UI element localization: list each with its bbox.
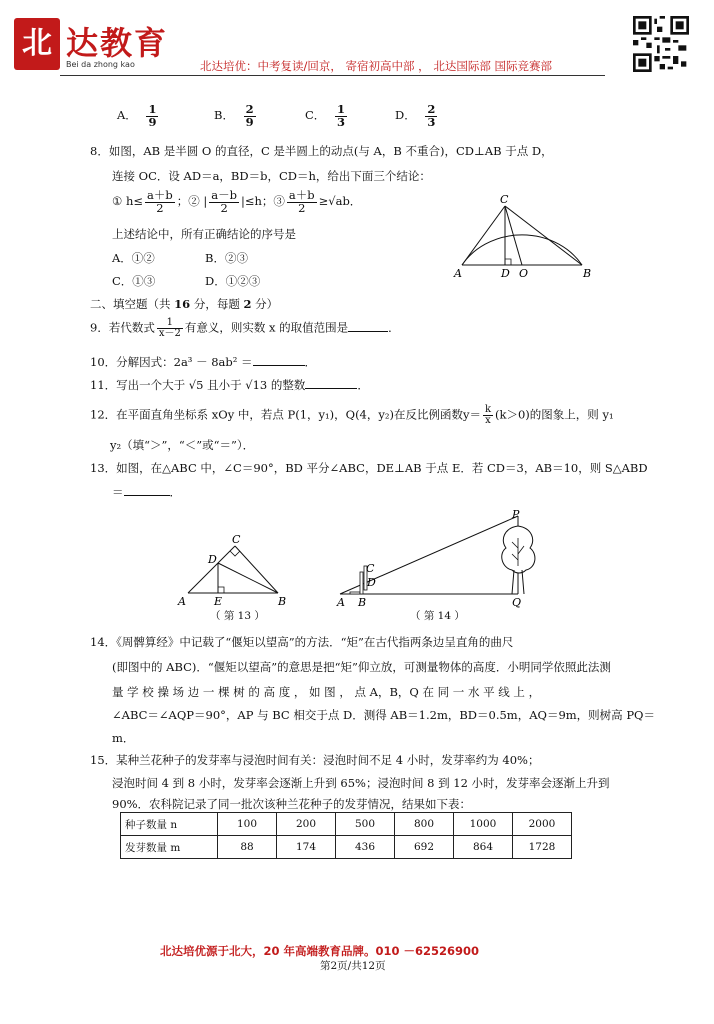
header-slogan: 北达培优：中考复读/回京， 寄宿初高中部 ， 北达国际部 国际竞赛部 (200, 59, 552, 73)
q14-carpenter-square (350, 566, 367, 594)
q13-answer-blank[interactable] (124, 484, 170, 496)
q13-label-a: A (178, 595, 186, 608)
q8-right-angle-mark (505, 259, 511, 265)
q14-line1: 14．《周髀算经》中记载了“偃矩以望高”的方法．“矩”在古代指两条边呈直角的曲尺 (90, 635, 514, 649)
q12-numerator: k (484, 404, 492, 415)
q15-line2: 浸泡时间 4 到 8 小时，发芽率会逐渐上升到 65%；浸泡时间 8 到 12 小时，发芽率会逐渐上升到 (112, 776, 610, 790)
q9-end: ． (388, 320, 400, 335)
q8-f2-denominator: 2 (220, 200, 228, 215)
q7-option-d (395, 104, 439, 128)
q9-numerator: 1 (157, 318, 183, 329)
q8-f1-denominator: 2 (156, 200, 164, 215)
q8-conclusions (112, 190, 361, 214)
q8-conclusion2-suffix: |≤h；③ (240, 194, 285, 208)
q8-option-d: D．①②③ (205, 274, 261, 288)
header-divider (60, 75, 605, 76)
q15-line1: 15．某种兰花种子的发芽率与浸泡时间有关：浸泡时间不足 4 小时，发芽率约为 40%； (90, 753, 540, 767)
q8-option-b: B．②③ (205, 251, 248, 265)
q11-end: ． (357, 378, 369, 392)
q8-line1: 8．如图，AB 是半圆 O 的直径，C 是半圆上的动点(与 A，B 不重合)，CD⊥AB 于点 D， (90, 144, 553, 158)
logo-text: 达教育 (66, 24, 169, 62)
q8-option-a: A．①② (112, 251, 155, 265)
q13-equals: ＝ (112, 485, 124, 499)
table-row (121, 813, 572, 836)
table-cell: 436 (336, 836, 395, 859)
q12-line1-b: y＝ (462, 407, 481, 422)
q13-line1: 13．如图，在△ABC 中，∠C＝90°，BD 平分∠ABC，DE⊥AB 于点 E．若 CD＝3，AB＝10，则 S△ABD (90, 461, 648, 475)
q9-answer-blank[interactable] (348, 320, 388, 332)
table-cell: 100 (218, 813, 277, 836)
q8-conclusion3-suffix: ≥√ab． (318, 194, 362, 208)
section2-mid: 分，每题 (190, 297, 244, 311)
q13-figure-caption: （ 第 13 ） (210, 610, 265, 622)
q8-conclusion1: ① h≤ (112, 194, 144, 208)
q13-triangle-figure (174, 528, 294, 613)
q8-f2-numerator: a－b (211, 188, 237, 202)
table-row-label-germinated-count: 发芽数量 m (121, 836, 218, 859)
q8-f1-numerator: a＋b (147, 188, 173, 202)
q13-right-angle-c (230, 551, 240, 556)
q12-denominator: x (485, 415, 491, 426)
q8-prompt: 上述结论中，所有正确结论的序号是 (112, 227, 296, 241)
q12-line1 (90, 405, 614, 426)
footer-promo: 北达培优源于北大，20 年高端教育品牌。010 －62526900 (160, 944, 480, 958)
q8-f3-denominator: 2 (298, 200, 306, 215)
table-row (121, 836, 572, 859)
table-cell: 2000 (513, 813, 572, 836)
q13-segment-bd (218, 563, 278, 593)
q7-b-denominator: 9 (245, 114, 254, 129)
q12-line1-c: (k＞0)的图象上，则 y₁ (495, 407, 614, 422)
q14-tree-figure (334, 508, 549, 613)
q14-line2: (即图中的 ABC)．“偃矩以望高”的意思是把“矩”仰立放，可测量物体的高度．小明同学依照此法测 (112, 660, 611, 674)
q15-seed-table (120, 812, 572, 859)
page-number: 第2页/共12页 (320, 960, 386, 972)
q8-segment-co (505, 206, 522, 265)
q7-option-a-label: A． (117, 108, 137, 122)
q9-prefix: 9．若代数式 (90, 320, 155, 335)
section2-prefix: 二、填空题（共 (90, 297, 175, 311)
q7-option-a (117, 104, 160, 128)
q12-line2: y₂（填“＞”，“＜”或“＝”）． (110, 438, 255, 452)
q8-label-d: D (501, 267, 510, 280)
q9 (90, 318, 400, 339)
q7-a-denominator: 9 (148, 114, 157, 129)
q11-answer-blank[interactable] (305, 377, 357, 389)
q13-end: ． (169, 485, 181, 499)
q14-label-q: Q (512, 596, 522, 609)
table-cell: 864 (454, 836, 513, 859)
q8-semicircle-figure (450, 192, 600, 282)
q8-label-a: A (454, 267, 462, 280)
q10-answer-blank[interactable] (253, 354, 305, 366)
q7-a-numerator: 1 (148, 102, 157, 116)
q7-b-numerator: 2 (245, 102, 254, 116)
q14-line3: 量 学 校 操 场 边 一 棵 树 的 高 度 ， 如 图 ， 点 A，B，Q 在 同 一 水 平 线 上 ， (112, 685, 541, 699)
table-cell: 174 (277, 836, 336, 859)
q13-label-d: D (208, 553, 217, 566)
table-cell: 200 (277, 813, 336, 836)
q10-end: ． (304, 355, 317, 369)
q7-c-denominator: 3 (336, 114, 345, 129)
q14-label-p: P (512, 508, 520, 521)
table-cell: 500 (336, 813, 395, 836)
q15-line3: 90%．农科院记录了同一批次该种兰花种子的发芽情况，结果如下表： (112, 797, 472, 811)
q7-d-numerator: 2 (427, 102, 436, 116)
q10 (90, 354, 316, 370)
q12-line1-a: 12．在平面直角坐标系 xOy 中，若点 P(1，y₁)，Q(4，y₂)在反比例函数 (90, 407, 463, 422)
q13-side-cb (235, 546, 278, 593)
q8-segment-ca (462, 206, 505, 265)
table-cell: 88 (218, 836, 277, 859)
q14-line4: ∠ABC＝∠AQP＝90°，AP 与 BC 相交于点 D．测得 AB＝1.2m，BD＝0.5m，AQ＝9m，则树高 PQ＝ (112, 708, 655, 722)
q13-line2 (112, 484, 181, 500)
q14-figure-caption: （ 第 14 ） (410, 610, 465, 622)
q13-label-b: B (278, 595, 287, 608)
qr-code-icon (633, 16, 689, 72)
q14-label-a: A (337, 596, 345, 609)
table-cell: 1000 (454, 813, 513, 836)
table-cell: 692 (395, 836, 454, 859)
q8-conclusion2-prefix: ；② | (176, 194, 208, 208)
section2-points-each: 2 (243, 297, 252, 311)
q7-option-b-label: B． (214, 108, 234, 122)
q8-option-c: C．①③ (112, 274, 156, 288)
q14-line5: m． (112, 731, 135, 745)
q8-label-o: O (519, 267, 529, 280)
q13-label-e: E (214, 595, 223, 608)
q7-option-b (214, 104, 258, 128)
table-cell: 1728 (513, 836, 572, 859)
q13-right-angle-e (218, 587, 224, 593)
q9-suffix: 有意义，则实数 x 的取值范围是 (184, 320, 349, 335)
section2-total-points: 16 (174, 297, 191, 311)
q7-option-c (305, 104, 349, 128)
q8-label-c: C (500, 193, 509, 206)
logo-pinyin: Bei da zhong kao (66, 60, 135, 69)
q8-line2: 连接 OC．设 AD＝a，BD＝b，CD＝h，给出下面三个结论： (112, 169, 431, 183)
q8-f3-numerator: a＋b (288, 188, 315, 202)
q9-denominator: x－2 (158, 328, 181, 339)
q8-label-b: B (583, 267, 592, 280)
q11 (90, 377, 369, 393)
q13-label-c: C (232, 533, 241, 546)
q7-d-denominator: 3 (427, 114, 436, 129)
section2-heading (90, 296, 278, 312)
q7-option-c-label: C． (305, 108, 326, 122)
q7-option-d-label: D． (395, 108, 416, 122)
logo-emblem: 北 (14, 18, 60, 70)
q8-semicircle-arc (462, 235, 582, 265)
table-cell: 800 (395, 813, 454, 836)
q14-label-c: C (366, 562, 375, 575)
q14-label-d: D (367, 576, 376, 589)
section2-suffix: 分） (251, 297, 279, 311)
q14-label-b: B (358, 596, 367, 609)
q11-text: 11．写出一个大于 √5 且小于 √13 的整数 (90, 378, 306, 392)
table-row-label-seed-count: 种子数量 n (121, 813, 218, 836)
q7-c-numerator: 1 (336, 102, 345, 116)
q10-text: 10．分解因式：2a³ － 8ab² ＝ (90, 355, 253, 369)
